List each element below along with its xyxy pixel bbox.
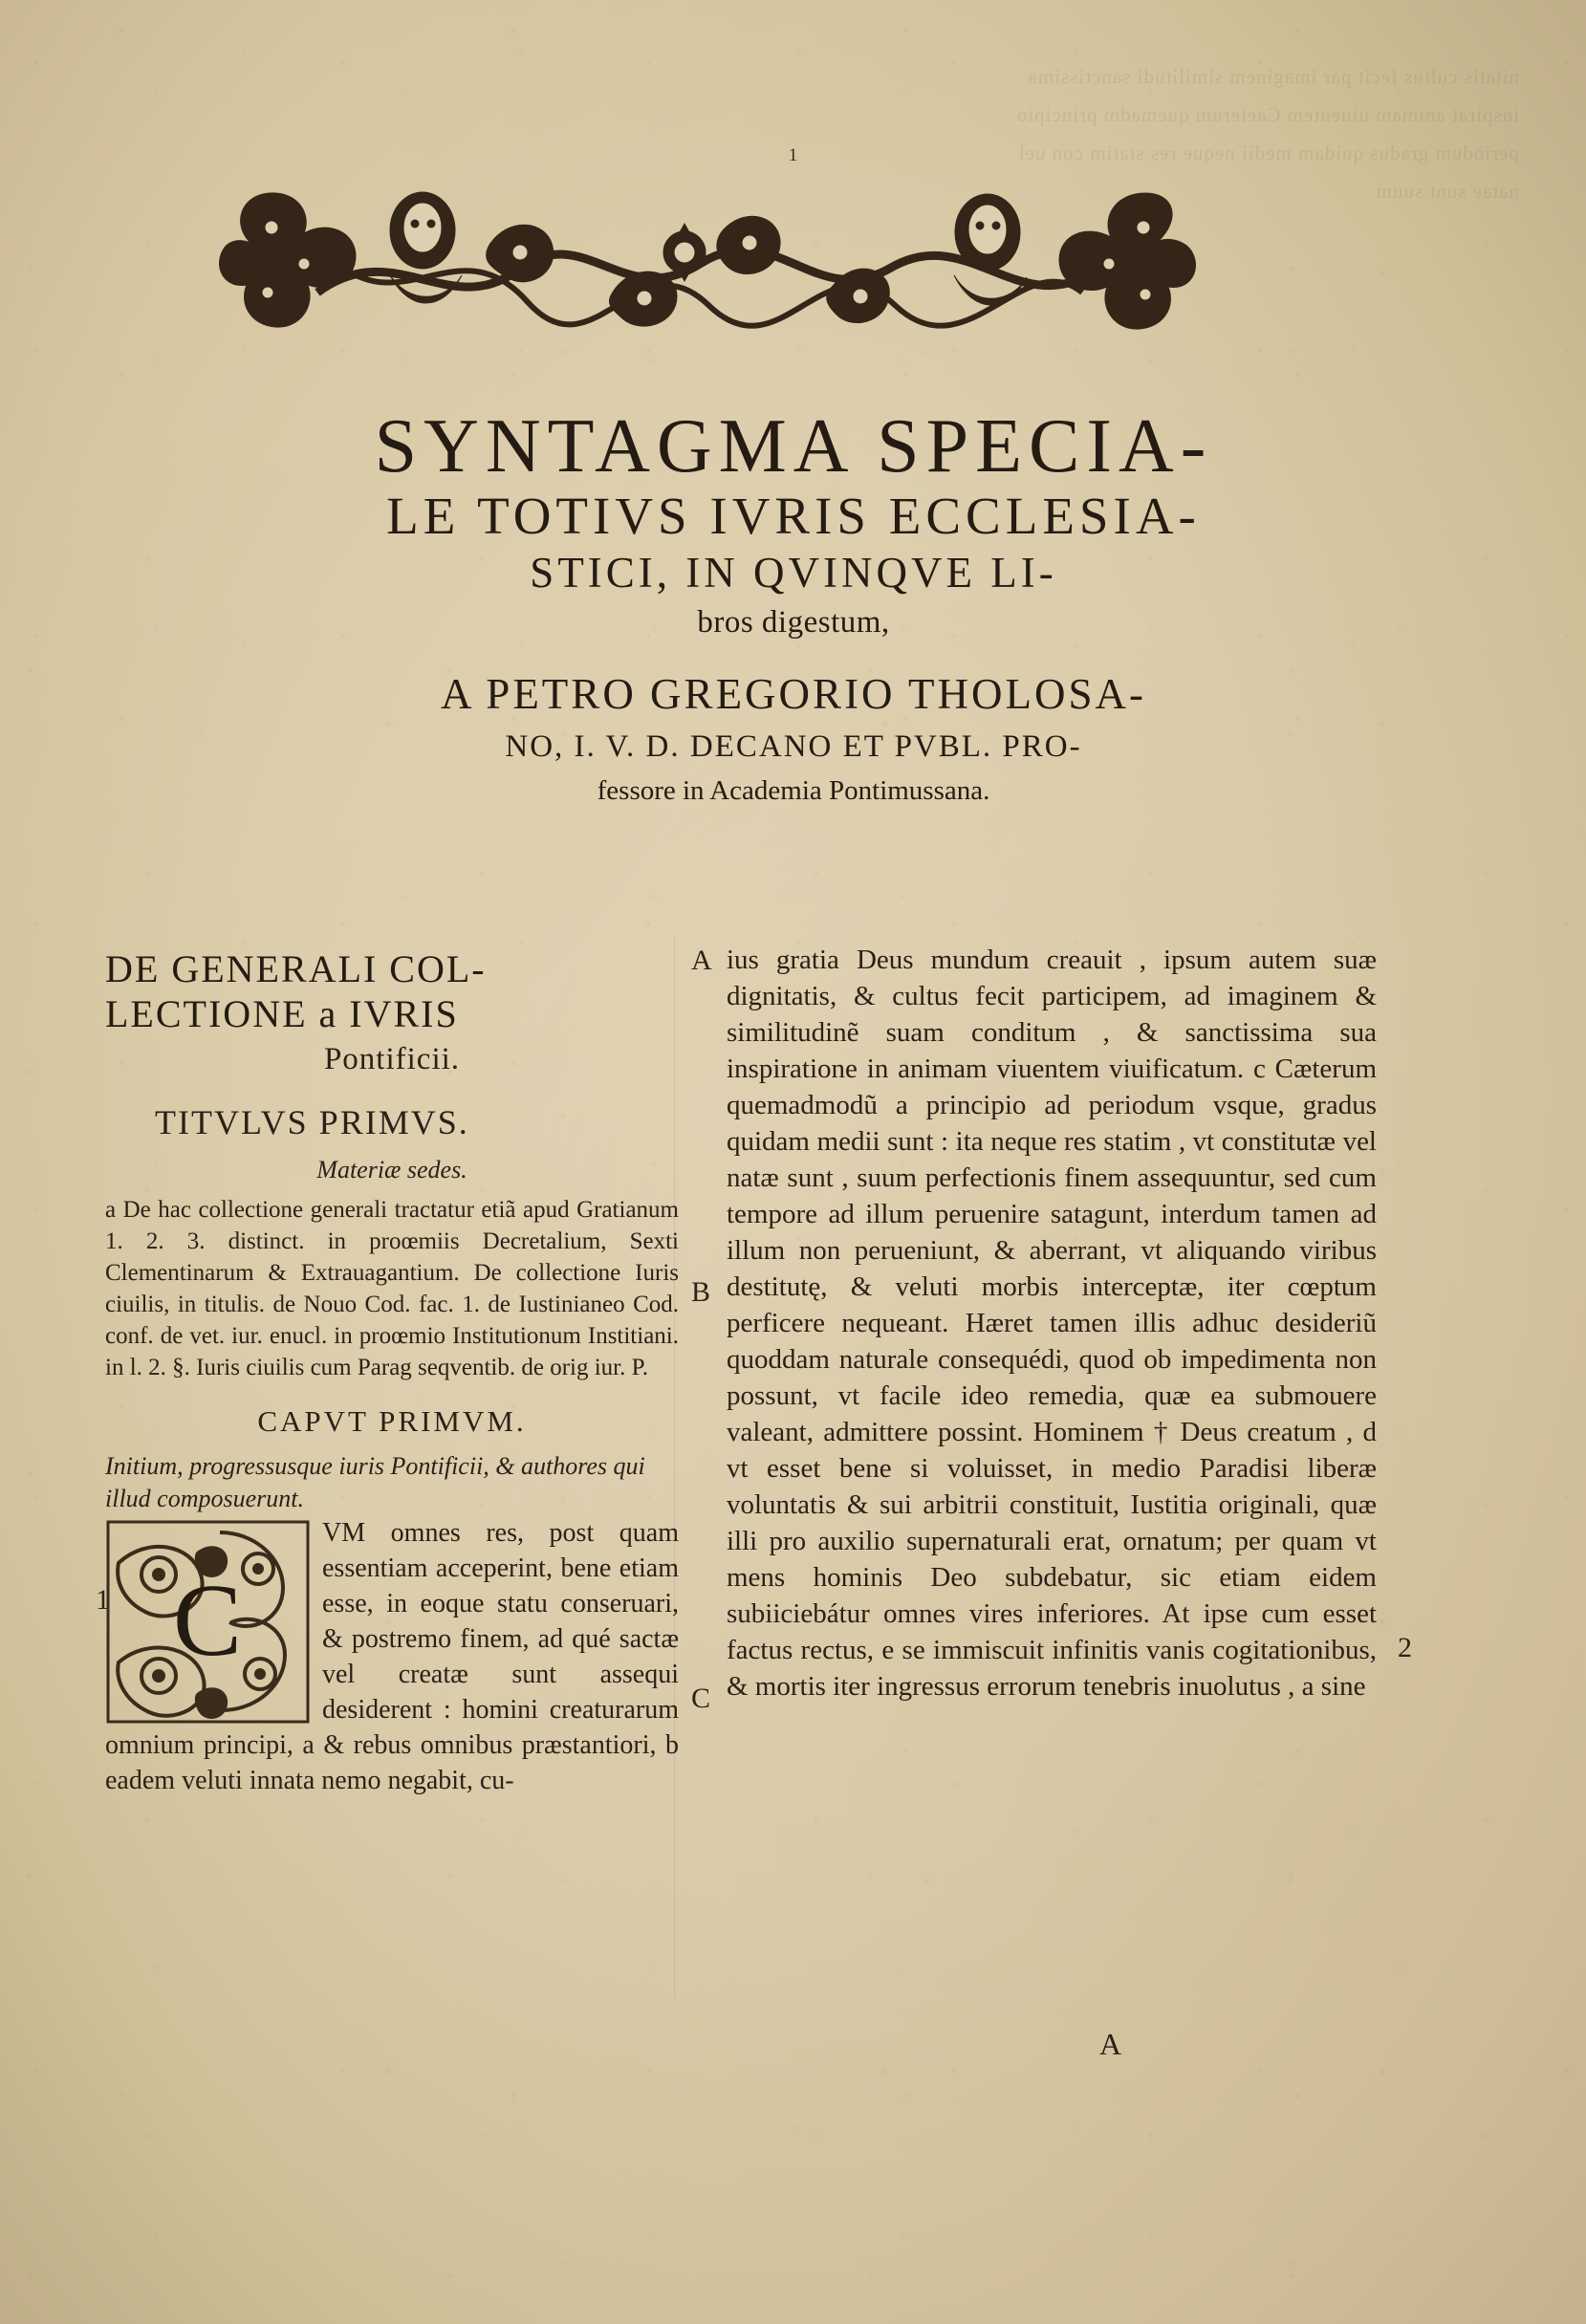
opening-paragraph: VM omnes res, post quam essentiam acceperint, bene etiam esse, in eoque statu conseruari, & postremo finem, ad qué sactæ vel creatæ sunt assequi desiderent : homini creaturarum omnium principi, a & rebus omnibus præstantiori, b eadem veluti innata nemo negabit, cu- — [105, 1518, 679, 1795]
titulus-primus-heading: TITVLVS PRIMVS. — [155, 1103, 469, 1141]
margin-number-1: 1 — [96, 1584, 110, 1616]
title-block — [86, 406, 1501, 812]
section-heading-line1: DE GENERALI COL- — [105, 947, 487, 990]
chapter-argument: Initium, progressusque iuris Pontificii, & authores qui illud composuerunt. — [105, 1452, 645, 1512]
svg-text:C: C — [172, 1564, 243, 1678]
book-title-line3: STICI, IN QVINQVE LI- — [530, 549, 1057, 597]
margin-mark-b: B — [691, 1276, 711, 1308]
left-text-column — [105, 946, 679, 1798]
right-text-column — [727, 942, 1377, 1705]
author-line3: fessore in Academia Pontimussana. — [597, 775, 990, 806]
book-title-line4: bros digestum, — [697, 605, 890, 640]
author-line1: A PETRO GREGORIO THOLOSA- — [441, 670, 1146, 718]
caput-primum-heading: CAPVT PRIMVM. — [257, 1404, 527, 1438]
author-line2: NO, I. V. D. DECANO ET PVBL. PRO- — [505, 729, 1082, 764]
materiae-sedes-subheading: Materiæ sedes. — [316, 1156, 467, 1184]
right-column-body: ius gratia Deus mundum creauit , ipsum autem suæ dignitatis, & cultus fecit participem, ad imaginem & similitudinẽ suam conditum , & sanctissima sua inspiratione in animam viuentem viuificatum. c Cæterum quemadmodũ a principio ad periodum vsque, gradus quidam medii sunt : ita neque res statim , vt constitutæ vel natæ sunt , suum perfectionis finem assequuntur, sed cum tempore ad illum peruenire satagunt, interdum tamen ad illum non perueniunt, & aberrant, vt aliquando viribus destitutę, & veluti morbis interceptæ, iter cœptum perficere nequeant. Hæret tamen illis adhuc desideriũ quoddam naturale consequédi, quod ob impedimenta non possunt, vt facile ideo remedia, quæ ea submouere valeant, admittere possint. Hominem † Deus creatum , d vt esset bene si voluisset, in medio Paradisi liberæ voluntatis & sui arbitrii constituit, Iustitia originali, quæ illi pro auxilio supernaturali erat, ornatum; per quam vt mens hominis Deo subdebatur, sic etiam eidem subiiciebátur omnes vires inferiores. At ipse cum esset factus rectus, e se immiscuit infinitis vanis cogitationibus, & mortis iter ingressus errorum tenebris inuolutus , a sine — [727, 945, 1377, 1702]
book-title-line1: SYNTAGMA SPECIA- — [374, 404, 1213, 489]
margin-number-2: 2 — [1398, 1632, 1412, 1663]
floriated-initial-c-icon — [105, 1519, 311, 1725]
grotesque-floral-headpiece-icon — [203, 178, 1206, 336]
margin-mark-c: C — [691, 1683, 711, 1714]
verso-showthrough-text: nitatis cultus fecit par imaginem similitudi sanctissima inspirat animam uiuentem Caeterum quemadm principio periodum gradus quidam medii neque res statim con uel natae sunt suum — [1010, 65, 1519, 203]
section-heading-line3: Pontificii. — [323, 1042, 461, 1076]
signature-mark: A — [1099, 2027, 1124, 2061]
section-heading-line2: LECTIONE a IVRIS — [105, 992, 459, 1035]
margin-mark-a: A — [691, 945, 712, 976]
book-title-line2: LE TOTIVS IVRIS ECCLESIA- — [386, 487, 1201, 545]
marginal-note-a: a De hac collectione generali tractatur etiã apud Gratianum 1. 2. 3. distinct. in proœmiis Decretalium, Sexti Clementinarum & Extrauagantium. De collectione Iuris ciuilis, in titulis. de Nouo Cod. fac. 1. de Iustinianeo Cod. conf. de vet. iur. enucl. in proœmio Institutionum Institiani. in l. 2. §. Iuris ciuilis cum Parag seqventib. de orig iur. P. — [105, 1197, 679, 1380]
folio-number: 1 — [788, 145, 798, 165]
